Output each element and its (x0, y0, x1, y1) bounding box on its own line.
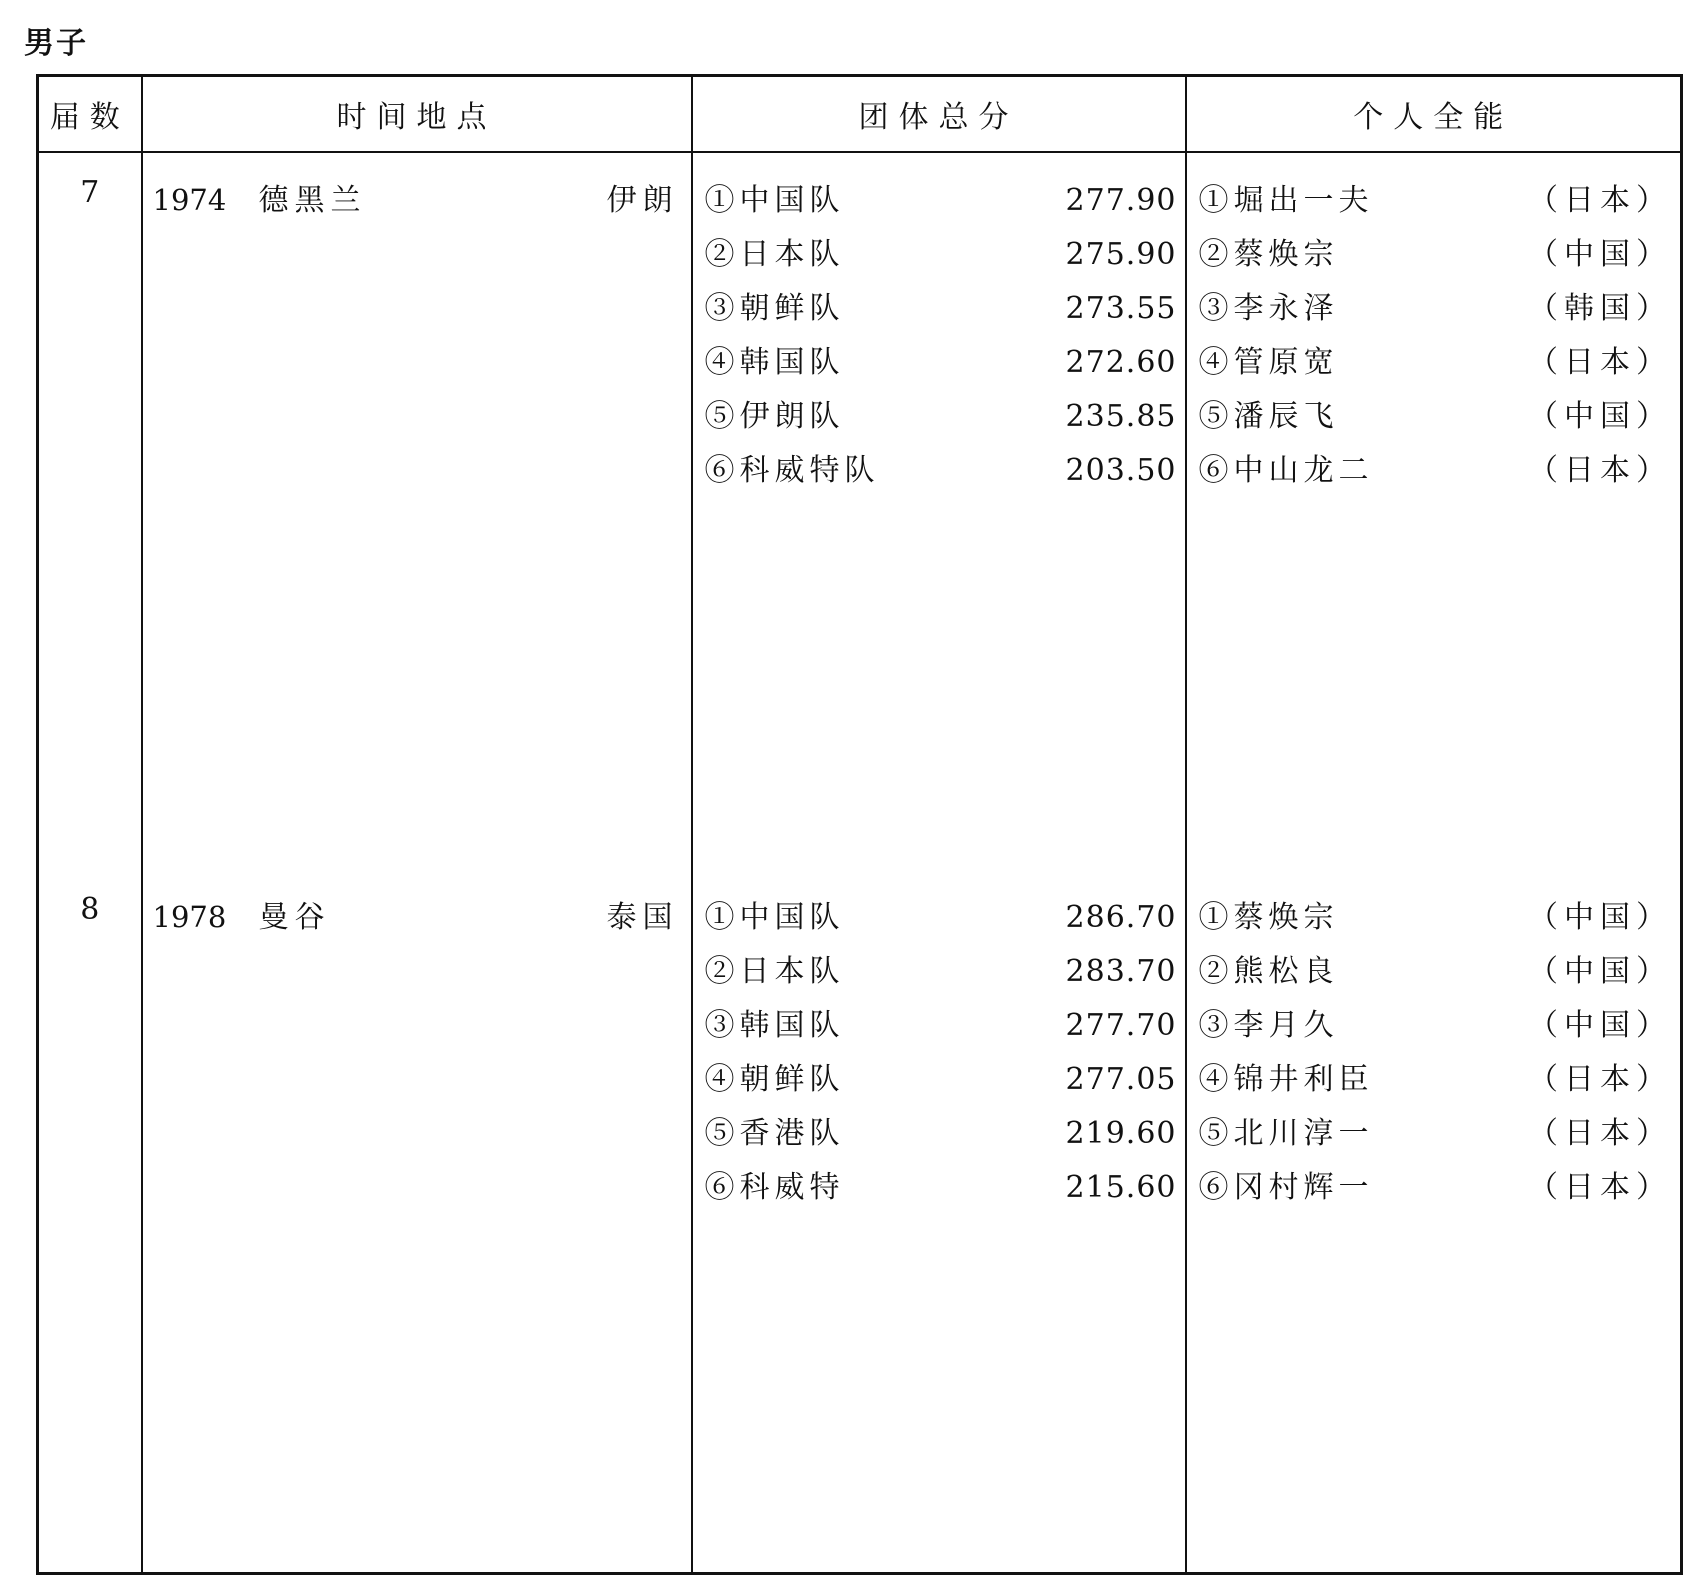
list-item (1187, 229, 1681, 283)
header-time-place: 时间地点 (142, 76, 692, 153)
time-place-line (143, 175, 691, 218)
athlete-name: ②蔡焕宗 (1198, 237, 1339, 272)
header-row (38, 76, 1682, 153)
team-name: ⑥科威特队 (704, 453, 880, 488)
list-item (693, 1162, 1185, 1216)
team-name: ⑥科威特 (704, 1170, 845, 1205)
list-item (1187, 445, 1681, 499)
time-place-line (143, 892, 691, 935)
team-name: ①中国队 (704, 183, 845, 218)
all-around-cell (1186, 870, 1682, 1574)
team-name: ②日本队 (704, 954, 845, 989)
team-name: ③韩国队 (704, 1008, 845, 1043)
team-name: ④朝鲜队 (704, 1062, 845, 1097)
team-score: 275.90 (1065, 237, 1177, 272)
list-item (1187, 283, 1681, 337)
list-item (693, 1000, 1185, 1054)
athlete-nation: （中国） (1528, 399, 1672, 434)
athlete-name: ③李月久 (1198, 1008, 1339, 1043)
athlete-nation: （日本） (1528, 453, 1672, 488)
all-around-cell (1186, 152, 1682, 870)
list-item (1187, 391, 1681, 445)
team-score: 283.70 (1065, 954, 1177, 989)
list-item (693, 229, 1185, 283)
team-name: ①中国队 (704, 900, 845, 935)
athlete-name: ④锦井利臣 (1198, 1062, 1374, 1097)
athlete-nation: （中国） (1528, 237, 1672, 272)
athlete-name: ④管原宽 (1198, 345, 1339, 380)
list-item (693, 283, 1185, 337)
list-item (693, 445, 1185, 499)
team-name: ③朝鲜队 (704, 291, 845, 326)
athlete-nation: （中国） (1528, 954, 1672, 989)
list-item (1187, 1054, 1681, 1108)
team-score: 286.70 (1065, 900, 1177, 935)
year: 1978 (152, 900, 227, 934)
team-score: 277.90 (1065, 183, 1177, 218)
team-total-cell (692, 152, 1186, 870)
results-table (36, 74, 1683, 1575)
list-item (1187, 1108, 1681, 1162)
list-item (1187, 337, 1681, 391)
list-item (693, 391, 1185, 445)
time-place-cell (142, 870, 692, 1574)
athlete-name: ②熊松良 (1198, 954, 1339, 989)
athlete-name: ⑤潘辰飞 (1198, 399, 1339, 434)
athlete-name: ①蔡焕宗 (1198, 900, 1339, 935)
edition-cell: 7 (38, 152, 142, 870)
list-item (693, 892, 1185, 946)
list-item (693, 946, 1185, 1000)
country: 泰国 (606, 900, 679, 935)
athlete-name: ⑤北川淳一 (1198, 1116, 1374, 1151)
team-name: ④韩国队 (704, 345, 845, 380)
list-item (693, 1054, 1185, 1108)
year: 1974 (152, 183, 227, 217)
list-item (693, 337, 1185, 391)
team-score: 235.85 (1065, 399, 1177, 434)
athlete-nation: （韩国） (1528, 291, 1672, 326)
athlete-name: ③李永泽 (1198, 291, 1339, 326)
edition-cell: 8 (38, 870, 142, 1574)
table-row (38, 870, 1682, 1574)
athlete-nation: （日本） (1528, 1062, 1672, 1097)
team-score: 273.55 (1065, 291, 1177, 326)
time-place-cell (142, 152, 692, 870)
team-total-cell (692, 870, 1186, 1574)
list-item (693, 1108, 1185, 1162)
athlete-nation: （日本） (1528, 183, 1672, 218)
header-edition: 届数 (38, 76, 142, 153)
team-score: 272.60 (1065, 345, 1177, 380)
header-all-around: 个人全能 (1186, 76, 1682, 153)
city: 德黑兰 (258, 183, 367, 218)
team-name: ②日本队 (704, 237, 845, 272)
athlete-nation: （中国） (1528, 900, 1672, 935)
athlete-name: ①堀出一夫 (1198, 183, 1374, 218)
athlete-name: ⑥中山龙二 (1198, 453, 1374, 488)
country: 伊朗 (606, 183, 679, 218)
athlete-name: ⑥冈村辉一 (1198, 1170, 1374, 1205)
header-team-total: 团体总分 (692, 76, 1186, 153)
team-score: 203.50 (1065, 453, 1177, 488)
team-name: ⑤伊朗队 (704, 399, 845, 434)
table-row (38, 152, 1682, 870)
list-item (1187, 1000, 1681, 1054)
city: 曼谷 (258, 900, 331, 935)
list-item (1187, 1162, 1681, 1216)
list-item (1187, 175, 1681, 229)
team-name: ⑤香港队 (704, 1116, 845, 1151)
athlete-nation: （中国） (1528, 1008, 1672, 1043)
athlete-nation: （日本） (1528, 1170, 1672, 1205)
team-score: 219.60 (1065, 1116, 1177, 1151)
athlete-nation: （日本） (1528, 1116, 1672, 1151)
list-item (693, 175, 1185, 229)
team-score: 277.70 (1065, 1008, 1177, 1043)
team-score: 215.60 (1065, 1170, 1177, 1205)
team-score: 277.05 (1065, 1062, 1177, 1097)
section-title: 男子 (24, 26, 88, 61)
athlete-nation: （日本） (1528, 345, 1672, 380)
list-item (1187, 892, 1681, 946)
list-item (1187, 946, 1681, 1000)
